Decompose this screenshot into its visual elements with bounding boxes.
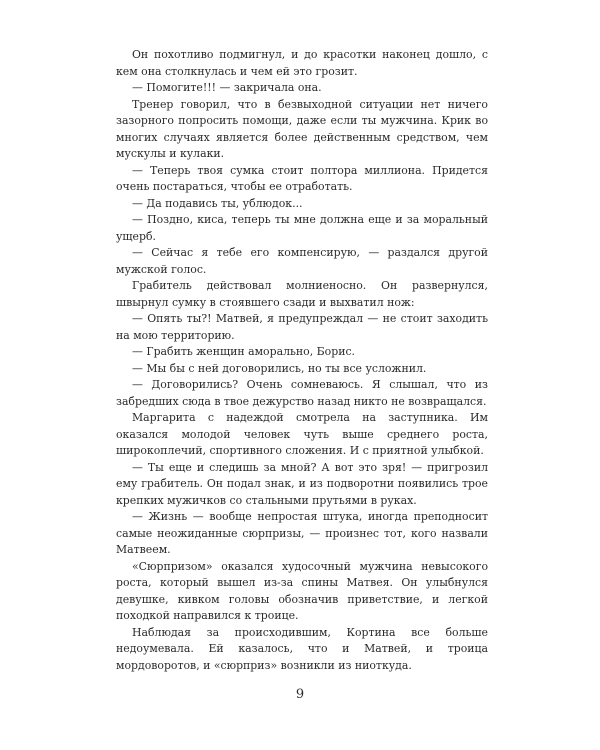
paragraph: Тренер говорил, что в безвыходной ситуации нет ничего зазорного попросить помощи, даже если ты мужчина. Крик во многих случаях является более действенным средством, чем мускулы и кулаки. bbox=[116, 97, 488, 160]
paragraph: «Сюрпризом» оказался худосочный мужчина невысокого роста, который вышел из-за спины Матвея. Он улыбнулся девушке, кивком головы обозначив приветствие, и легкой походкой направился к троице. bbox=[116, 559, 488, 622]
page-number: 9 bbox=[295, 687, 305, 702]
paragraph: Маргарита с надеждой смотрела на заступника. Им оказался молодой человек чуть выше среднего роста, широкоплечий, спортивного сложения. И с приятной улыбкой. bbox=[116, 411, 488, 457]
paragraph: — Да подавись ты, ублюдок... bbox=[132, 196, 303, 210]
paragraph: — Жизнь — вообще непростая штука, иногда преподносит самые неожиданные сюрпризы, — произнес тот, кого назвали Матвеем. bbox=[116, 510, 488, 556]
paragraph: — Помогите!!! — закричала она. bbox=[132, 81, 322, 94]
paragraph: — Мы бы с ней договорились, но ты все усложнил. bbox=[132, 361, 427, 375]
paragraph: — Договорились? Очень сомневаюсь. Я слышал, что из забредших сюда в твое дежурство назад никто не возвращался. bbox=[116, 378, 488, 408]
paragraph: Наблюдая за происходившим, Кортина все больше недоумевала. Ей казалось, что и Матвей, и троица мордоворотов, и «сюрприз» возникли из ниоткуда. bbox=[116, 625, 488, 672]
paragraph: — Сейчас я тебе его компенсирую, — раздался другой мужской голос. bbox=[116, 246, 488, 276]
paragraph: — Грабить женщин аморально, Борис. bbox=[132, 345, 356, 358]
paragraph: — Поздно, киса, теперь ты мне должна еще и за моральный ущерб. bbox=[116, 213, 488, 243]
paragraph: — Теперь твоя сумка стоит полтора миллиона. Придется очень постараться, чтобы ее отработать. bbox=[116, 163, 488, 193]
body-text bbox=[116, 47, 488, 674]
paragraph: Грабитель действовал молниеносно. Он развернулся, швырнул сумку в стоявшего сзади и выхватил нож: bbox=[116, 279, 488, 309]
paragraph: Он похотливо подмигнул, и до красотки наконец дошло, с кем она столкнулась и чем ей это грозит. bbox=[116, 48, 488, 78]
paragraph: — Ты еще и следишь за мной? А вот это зря! — пригрозил ему грабитель. Он подал знак, и из подворотни появились трое крепких мужичков со стальными прутьями в руках. bbox=[116, 460, 488, 507]
paragraph: — Опять ты?! Матвей, я предупреждал — не стоит заходить на мою территорию. bbox=[116, 312, 488, 342]
